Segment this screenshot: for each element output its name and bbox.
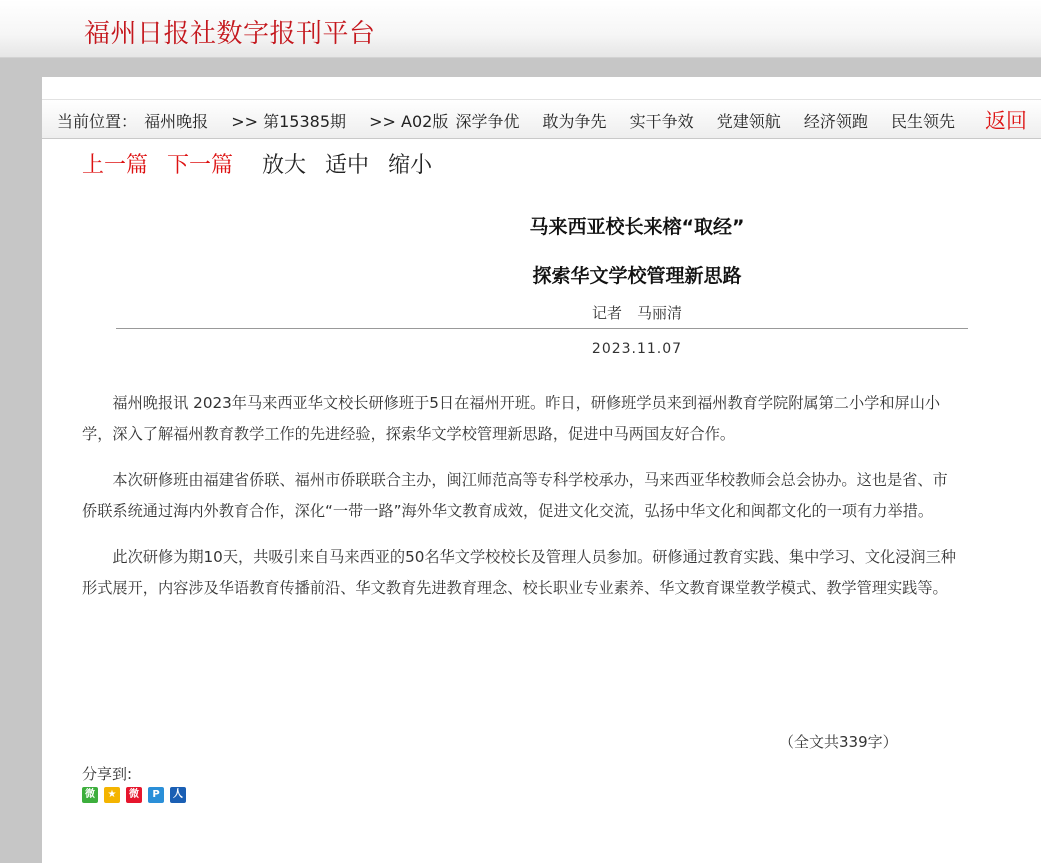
breadcrumb-prefix: 当前位置： — [57, 112, 138, 131]
breadcrumb-page-link[interactable]: >> A02版 — [369, 112, 449, 131]
share-icons — [82, 787, 186, 803]
wechat-icon[interactable]: 微 — [82, 787, 98, 803]
article-panel — [42, 77, 1041, 863]
breadcrumb-slogan: 深学争优 — [455, 112, 520, 131]
article-paragraph: 本次研修班由福建省侨联、福州市侨联联合主办，闽江师范高等专科学校承办，马来西亚华校教师会总会协办。这也是省、市侨联系统通过海内外教育合作，深化“一带一路”海外华文教育成效，促进文化交流，弘扬中华文化和闽都文化的一项有力举措。 — [82, 471, 948, 520]
breadcrumb-slogan: 敢为争先 — [542, 112, 607, 131]
divider — [116, 328, 968, 329]
article-body — [82, 388, 962, 619]
article-paragraph: 福州晚报讯 2023年马来西亚华文校长研修班于5日在福州开班。昨日，研修班学员来到福州教育学院附属第二小学和屏山小学，深入了解福州教育教学工作的先进经验，探索华文学校管理新思路，促进中马两国友好合作。 — [82, 394, 941, 443]
site-header — [0, 0, 1041, 58]
tencent-weibo-icon[interactable]: P — [148, 787, 164, 803]
qzone-icon[interactable]: ★ — [104, 787, 120, 803]
article-nav — [82, 148, 432, 179]
breadcrumb-paper-link[interactable]: 福州晚报 — [144, 112, 209, 131]
site-title[interactable]: 福州日报社数字报刊平台 — [84, 19, 376, 49]
breadcrumb-issue-link[interactable]: >> 第15385期 — [231, 112, 347, 131]
next-article-link[interactable]: 下一篇 — [167, 153, 234, 178]
prev-article-link[interactable]: 上一篇 — [82, 153, 149, 178]
breadcrumb-slogan: 民生领先 — [890, 112, 955, 131]
article-headline: 马来西亚校长来榕“取经” — [529, 216, 745, 238]
breadcrumb-row — [57, 109, 957, 132]
article-subheadline: 探索华文学校管理新思路 — [532, 265, 742, 287]
share-label: 分享到: — [82, 765, 133, 783]
zoom-out-link[interactable]: 缩小 — [388, 153, 433, 178]
breadcrumb-slogan: 经济领跑 — [803, 112, 868, 131]
char-count: （全文共339字） — [779, 733, 898, 751]
renren-icon[interactable]: 人 — [170, 787, 186, 803]
zoom-fit-link[interactable]: 适中 — [325, 153, 370, 178]
zoom-in-link[interactable]: 放大 — [262, 153, 307, 178]
article-byline: 记者 马丽清 — [591, 304, 682, 322]
back-link[interactable]: 返回 — [985, 109, 1027, 133]
breadcrumb-slogan: 党建领航 — [716, 112, 781, 131]
breadcrumb — [42, 99, 1041, 139]
article-date: 2023.11.07 — [591, 341, 683, 357]
article-paragraph: 此次研修为期10天，共吸引来自马来西亚的50名华文学校校长及管理人员参加。研修通过教育实践、集中学习、文化浸润三种形式展开，内容涉及华语教育传播前沿、华文教育先进教育理念、校长职业专业素养、华文教育课堂教学模式、教学管理实践等。 — [82, 548, 956, 597]
weibo-icon[interactable]: 微 — [126, 787, 142, 803]
breadcrumb-slogan: 实干争效 — [629, 112, 694, 131]
